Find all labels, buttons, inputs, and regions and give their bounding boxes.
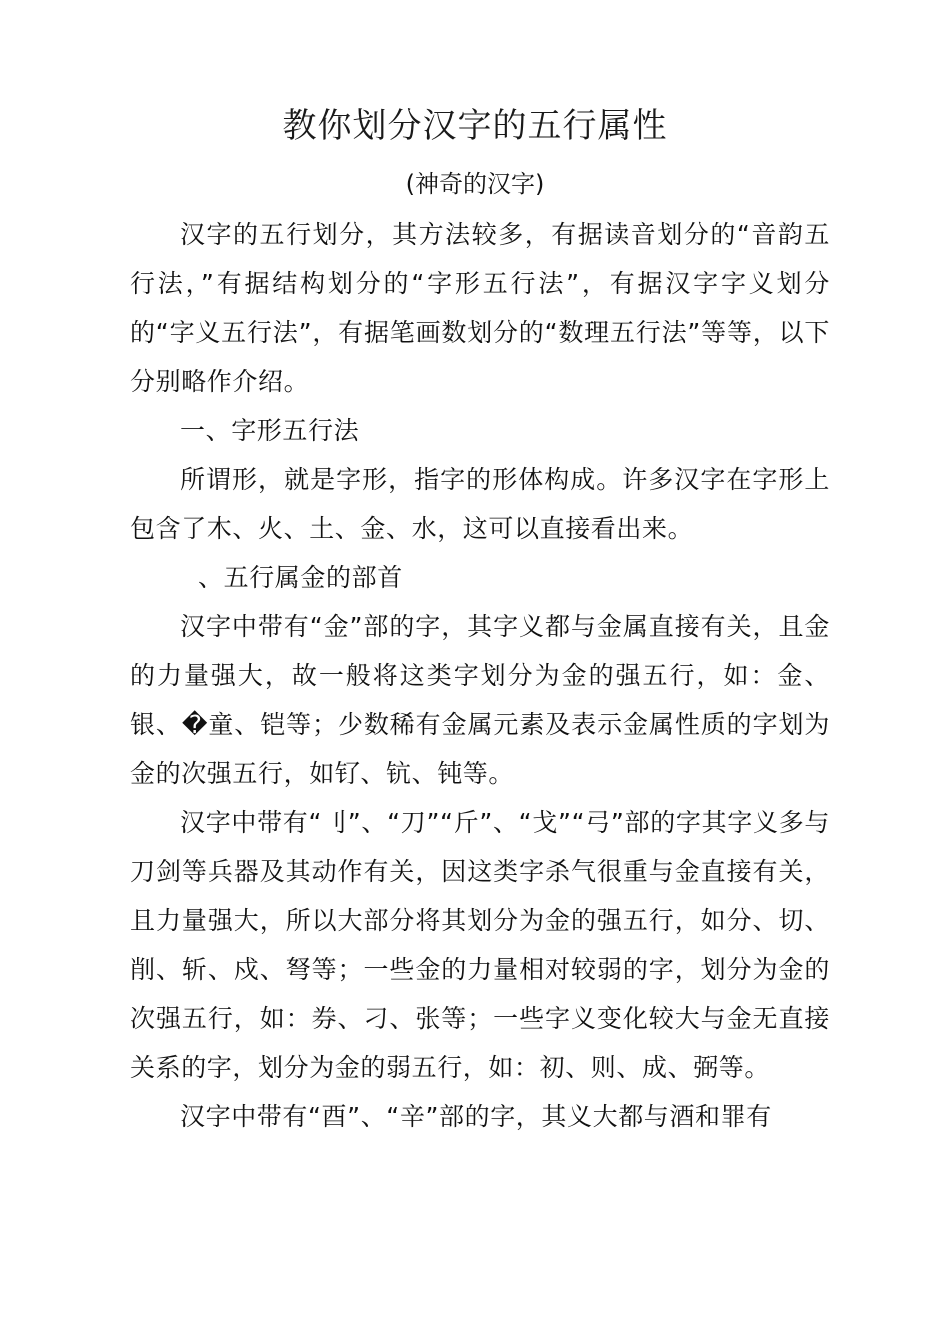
paragraph-glyph-definition: 所谓形，就是字形，指字的形体构成。许多汉字在字形上包含了木、火、土、金、水，这可以直接看出来。: [130, 465, 830, 543]
section-heading-glyph-method: 一、字形五行法: [180, 416, 360, 445]
paragraph-blade-radicals: 汉字中带有“刂”、“刀”“斤”、“戈”“弓”部的字其字义多与刀剑等兵器及其动作有关，因这类字杀气很重与金直接有关，且力量强大，所以大部分将其划分为金的强五行，如分、切、削、斩、戍、弩等；一些金的力量相对较弱的字，划分为金的次强五行，如：券、刁、张等；一些字义变化较大与金无直接关系的字，划分为金的弱五行，如：初、则、成、弼等。: [130, 808, 830, 1082]
paragraph-wine-radicals: 汉字中带有“酉”、“辛”部的字，其义大都与酒和罪有: [180, 1102, 772, 1131]
paragraph-intro: 汉字的五行划分，其方法较多，有据读音划分的“音韵五行法，”有据结构划分的“字形五行法”，有据汉字字义划分的“字义五行法”，有据笔画数划分的“数理五行法”等等，以下分别略作介绍。: [130, 220, 830, 396]
document-body: [130, 210, 830, 1141]
document-title: 教你划分汉字的五行属性: [282, 106, 668, 146]
subsection-heading-metal-radicals: 、五行属金的部首: [198, 563, 403, 592]
document-subtitle: (神奇的汉字): [405, 170, 545, 198]
paragraph-metal-radical: 汉字中带有“金”部的字，其字义都与金属直接有关，且金的力量强大，故一般将这类字划分为金的强五行，如：金、银、�童、铠等；少数稀有金属元素及表示金属性质的字划为金的次强五行，如钌、钪、钝等。: [130, 612, 830, 788]
